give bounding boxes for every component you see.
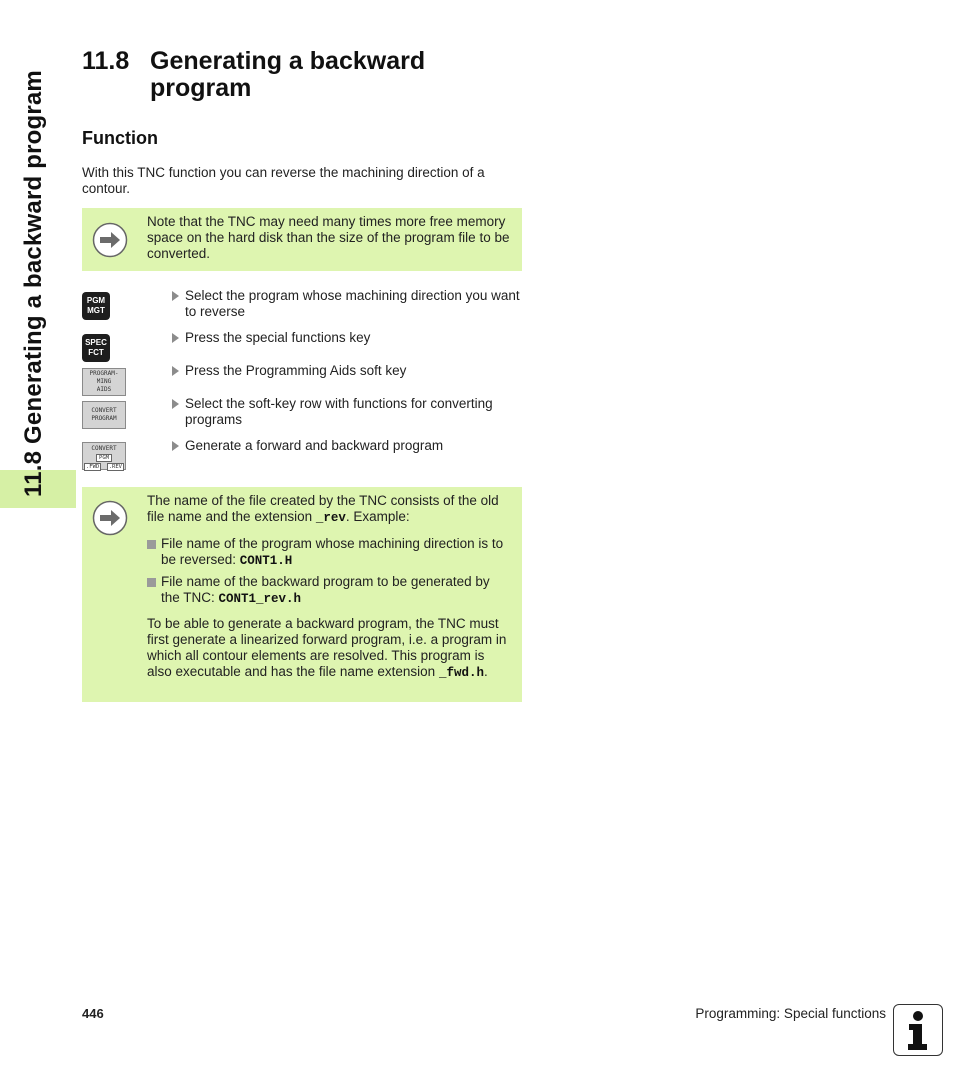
intro-paragraph: With this TNC function you can reverse the machining direction of a contour. bbox=[82, 165, 485, 196]
step-text: Press the special functions key bbox=[185, 330, 371, 345]
arrow-right-icon bbox=[92, 222, 128, 258]
softkey-label: PGM bbox=[96, 454, 112, 462]
bullet-item bbox=[147, 536, 512, 569]
triangle-bullet-icon bbox=[172, 399, 179, 409]
note-paragraph bbox=[147, 616, 512, 681]
key-label: PGM bbox=[86, 296, 106, 305]
square-bullet-icon bbox=[147, 540, 156, 549]
pgm-mgt-key-icon bbox=[82, 292, 110, 320]
bullet-text: File name of the backward program to be generated by the TNC: bbox=[161, 574, 490, 605]
softkey-label: MING bbox=[96, 378, 112, 385]
text-span: The name of the file created by the TNC consists of the old file name and the extension bbox=[147, 493, 499, 524]
step-item bbox=[172, 330, 524, 346]
convert-program-softkey-icon bbox=[82, 401, 126, 429]
triangle-bullet-icon bbox=[172, 291, 179, 301]
convert-pgm-fwd-rev-softkey-icon bbox=[82, 442, 126, 470]
softkey-label: AIDS bbox=[96, 386, 112, 393]
footer-chapter-label: Programming: Special functions bbox=[695, 1006, 886, 1021]
key-label: SPEC bbox=[85, 338, 107, 347]
triangle-bullet-icon bbox=[172, 333, 179, 343]
bullet-item bbox=[147, 574, 512, 607]
note-text: Note that the TNC may need many times more free memory space on the hard disk than the size of the program file to be converted. bbox=[147, 214, 510, 261]
spec-fct-key-icon bbox=[82, 334, 110, 362]
note-paragraph bbox=[147, 493, 512, 526]
step-text: Select the soft-key row with functions for converting programs bbox=[185, 396, 493, 427]
key-label: FCT bbox=[88, 348, 104, 357]
note-text bbox=[147, 493, 512, 691]
info-icon bbox=[893, 1004, 943, 1056]
step-text: Press the Programming Aids soft key bbox=[185, 363, 407, 378]
softkey-label: PROGRAM- bbox=[89, 370, 119, 377]
softkey-label: CONVERT bbox=[91, 407, 117, 414]
triangle-bullet-icon bbox=[172, 441, 179, 451]
section-title: Function bbox=[82, 128, 158, 148]
text-span: To be able to generate a backward program, the TNC must first generate a linearized forward program, i.e. a program in which all contour elements are resolved. This program is also executable and has the file name extension bbox=[147, 616, 507, 679]
side-tab-label: 11.8 Generating a backward program bbox=[20, 70, 47, 497]
step-item bbox=[172, 396, 524, 428]
step-item bbox=[172, 288, 524, 320]
page-number: 446 bbox=[82, 1006, 104, 1021]
note-box bbox=[82, 208, 522, 271]
inline-code: CONT1_rev.h bbox=[218, 592, 302, 606]
inline-code: _rev bbox=[315, 511, 346, 525]
step-item bbox=[172, 438, 524, 454]
chapter-number: 11.8 bbox=[82, 47, 130, 75]
programming-aids-softkey-icon bbox=[82, 368, 126, 396]
inline-code: _fwd.h bbox=[438, 666, 484, 680]
chapter-title: Generating a backward program bbox=[150, 47, 426, 102]
text-span: . Example: bbox=[345, 509, 410, 524]
softkey-label: .REV bbox=[108, 464, 122, 470]
step-text: Select the program whose machining direction you want to reverse bbox=[185, 288, 520, 319]
softkey-label: CONVERT bbox=[91, 445, 117, 452]
softkey-label: .FWD bbox=[86, 464, 100, 470]
info-glyph-icon bbox=[894, 1005, 941, 1054]
key-label: MGT bbox=[87, 306, 105, 315]
step-text: Generate a forward and backward program bbox=[185, 438, 444, 453]
side-chapter-tab bbox=[0, 0, 76, 510]
inline-code: CONT1.H bbox=[239, 554, 293, 568]
step-item bbox=[172, 363, 524, 379]
square-bullet-icon bbox=[147, 578, 156, 587]
arrow-right-icon bbox=[92, 500, 128, 536]
text-span: . bbox=[483, 664, 488, 679]
triangle-bullet-icon bbox=[172, 366, 179, 376]
softkey-label: PROGRAM bbox=[91, 415, 117, 422]
note-box bbox=[82, 487, 522, 702]
bullet-text: File name of the program whose machining direction is to be reversed: bbox=[161, 536, 504, 567]
